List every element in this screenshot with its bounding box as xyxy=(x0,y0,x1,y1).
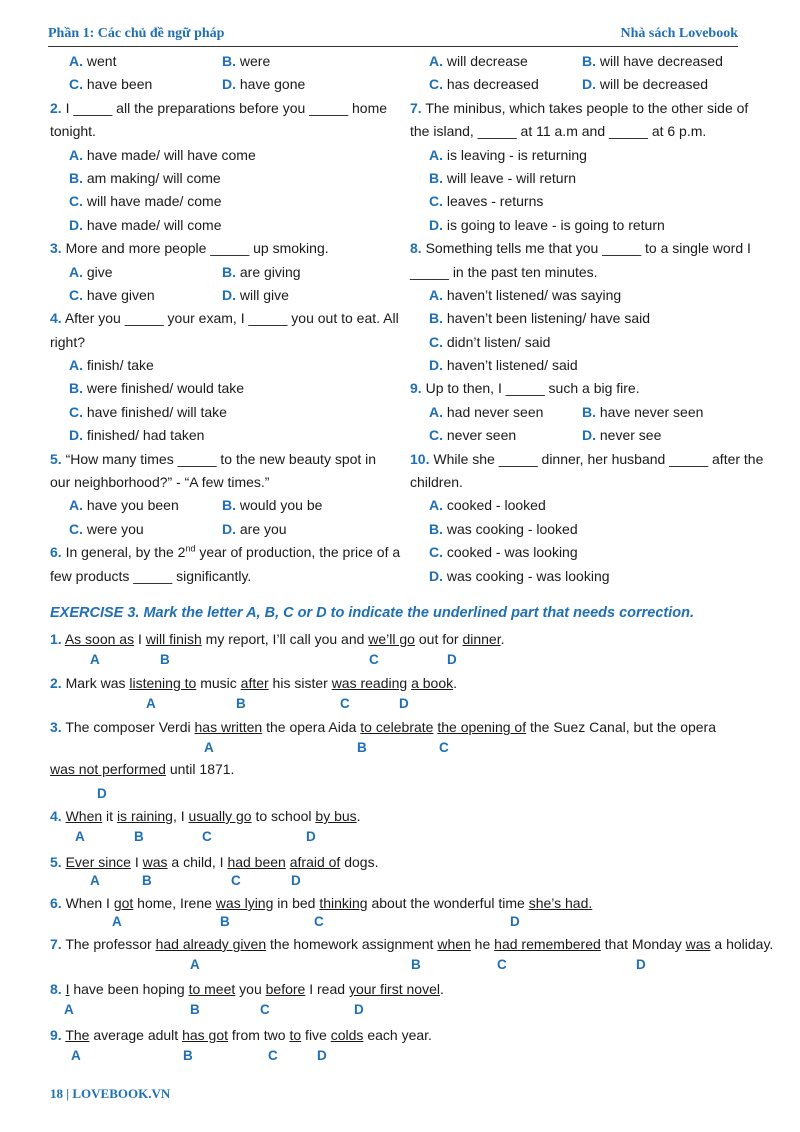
exercise-title: EXERCISE 3. Mark the letter A, B, C or D to indicate the underlined part that needs correction. xyxy=(50,605,695,621)
answer-letters: D xyxy=(97,786,107,801)
exercise-3 xyxy=(50,628,774,1068)
question-text: the island, _____ at 11 a.m and _____ at 6 p.m. xyxy=(410,123,707,140)
option-row: C. will have made/ come xyxy=(69,193,222,210)
option-row: A. have made/ will have come xyxy=(69,146,256,163)
option-row: C. never seen D. never see xyxy=(429,427,662,444)
answer-letters: A B C D xyxy=(146,696,409,711)
question-text: _____ in the past ten minutes. xyxy=(410,263,598,280)
option-row: B. was cooking - looked xyxy=(429,520,578,537)
option-row: A. haven’t listened/ was saying xyxy=(429,286,622,303)
answer-letters: A B C D xyxy=(90,652,457,667)
option-row: C. has decreased D. will be decreased xyxy=(429,76,709,93)
answer-letters: A B C D xyxy=(90,873,301,888)
error-question: 2. Mark was listening to music after his sister was reading a book. xyxy=(50,675,458,691)
error-question: 9. The average adult has got from two to five colds each year. xyxy=(50,1027,432,1043)
option-row: B. am making/ will come xyxy=(69,169,221,186)
question-text: 10. While she _____ dinner, her husband _____ after the xyxy=(410,450,764,467)
option-text: went xyxy=(86,53,117,69)
question-text: 3. More and more people _____ up smoking. xyxy=(50,240,329,257)
answer-letters: A B C D xyxy=(64,1002,364,1017)
question-text: 9. Up to then, I _____ such a big fire. xyxy=(410,380,640,397)
question-text: 6. In general, by the 2nd year of production, the price of a xyxy=(50,543,401,561)
option-row: D. haven’t listened/ said xyxy=(429,357,578,374)
answer-letters: A B C xyxy=(204,740,449,755)
left-column xyxy=(50,50,401,588)
option-row: B. haven’t been listening/ have said xyxy=(429,310,651,327)
option-row: A. had never seen B. have never seen xyxy=(429,403,704,420)
question-text: 7. The minibus, which takes people to the other side of xyxy=(410,99,749,116)
error-question: 1. As soon as I will finish my report, I’ll call you and we’ll go out for dinner. xyxy=(50,631,505,647)
error-question: 4. When it is raining, I usually go to school by bus. xyxy=(50,808,361,824)
question-text: 5. “How many times _____ to the new beauty spot in xyxy=(50,450,377,467)
error-question: 3. The composer Verdi has written the opera Aida to celebrate the opening of the Suez Canal, but the opera xyxy=(50,719,717,735)
option-row: A. give B. are giving xyxy=(69,263,301,280)
option-row: D. was cooking - was looking xyxy=(429,567,610,584)
error-question: 6. When I got home, Irene was lying in bed thinking about the wonderful time she’s had. xyxy=(50,895,593,911)
answer-letters: A B C D xyxy=(190,957,646,972)
option-row: A. cooked - looked xyxy=(429,497,546,514)
option-text: have been xyxy=(86,76,153,93)
error-question-cont: was not performed until 1871. xyxy=(50,761,235,777)
question-text: 8. Something tells me that you _____ to a single word I xyxy=(410,240,751,257)
question-text: 2. I _____ all the preparations before you _____ home xyxy=(50,99,388,116)
option-row: A. went B. were xyxy=(69,53,271,69)
option-row: D. finished/ had taken xyxy=(69,427,205,444)
page-header xyxy=(48,24,738,47)
option-row: A. have you been B. would you be xyxy=(69,497,323,514)
option-row: D. have made/ will come xyxy=(69,216,222,233)
option-text: were xyxy=(239,53,271,69)
error-question: 8. I have been hoping to meet you before I read your first novel. xyxy=(50,981,444,997)
question-text: children. xyxy=(410,474,463,491)
error-question: 7. The professor had already given the homework assignment when he had remembered that Monday was a holiday. xyxy=(50,936,774,952)
option-row: A. is leaving - is returning xyxy=(429,146,587,163)
option-row: C. didn’t listen/ said xyxy=(429,333,551,350)
section-title: Phần 1: Các chủ đề ngữ pháp xyxy=(48,26,225,41)
error-question: 5. Ever since I was a child, I had been afraid of dogs. xyxy=(50,854,379,870)
option-row: C. were you D. are you xyxy=(69,520,287,537)
option-row: A. will decrease B. will have decreased xyxy=(429,53,723,69)
option-row: C. cooked - was looking xyxy=(429,544,578,561)
page-footer: 18 | LOVEBOOK.VN xyxy=(50,1086,171,1101)
question-text: tonight. xyxy=(50,123,96,140)
answer-letters: A B C D xyxy=(71,1048,327,1063)
option-row: C. have been D. have gone xyxy=(69,76,306,93)
option-row: B. will leave - will return xyxy=(429,169,577,186)
option-row: C. have finished/ will take xyxy=(69,403,227,420)
publisher-name: Nhà sách Lovebook xyxy=(620,26,738,41)
question-text: 4. After you _____ your exam, I _____ you out to eat. All xyxy=(50,310,399,327)
answer-letters: A B C D xyxy=(75,829,316,844)
option-row: B. were finished/ would take xyxy=(69,380,245,397)
question-text: right? xyxy=(50,333,86,350)
question-text: few products _____ significantly. xyxy=(50,567,252,584)
question-text: our neighborhood?” - “A few times.” xyxy=(50,474,270,491)
option-row: C. have given D. will give xyxy=(69,286,289,303)
option-row: A. finish/ take xyxy=(69,357,154,374)
answer-letters: A B C D xyxy=(112,914,520,929)
option-row: D. is going to leave - is going to return xyxy=(429,216,665,233)
option-text: have gone xyxy=(239,76,306,93)
right-column xyxy=(410,50,764,588)
option-row: C. leaves - returns xyxy=(429,193,544,210)
